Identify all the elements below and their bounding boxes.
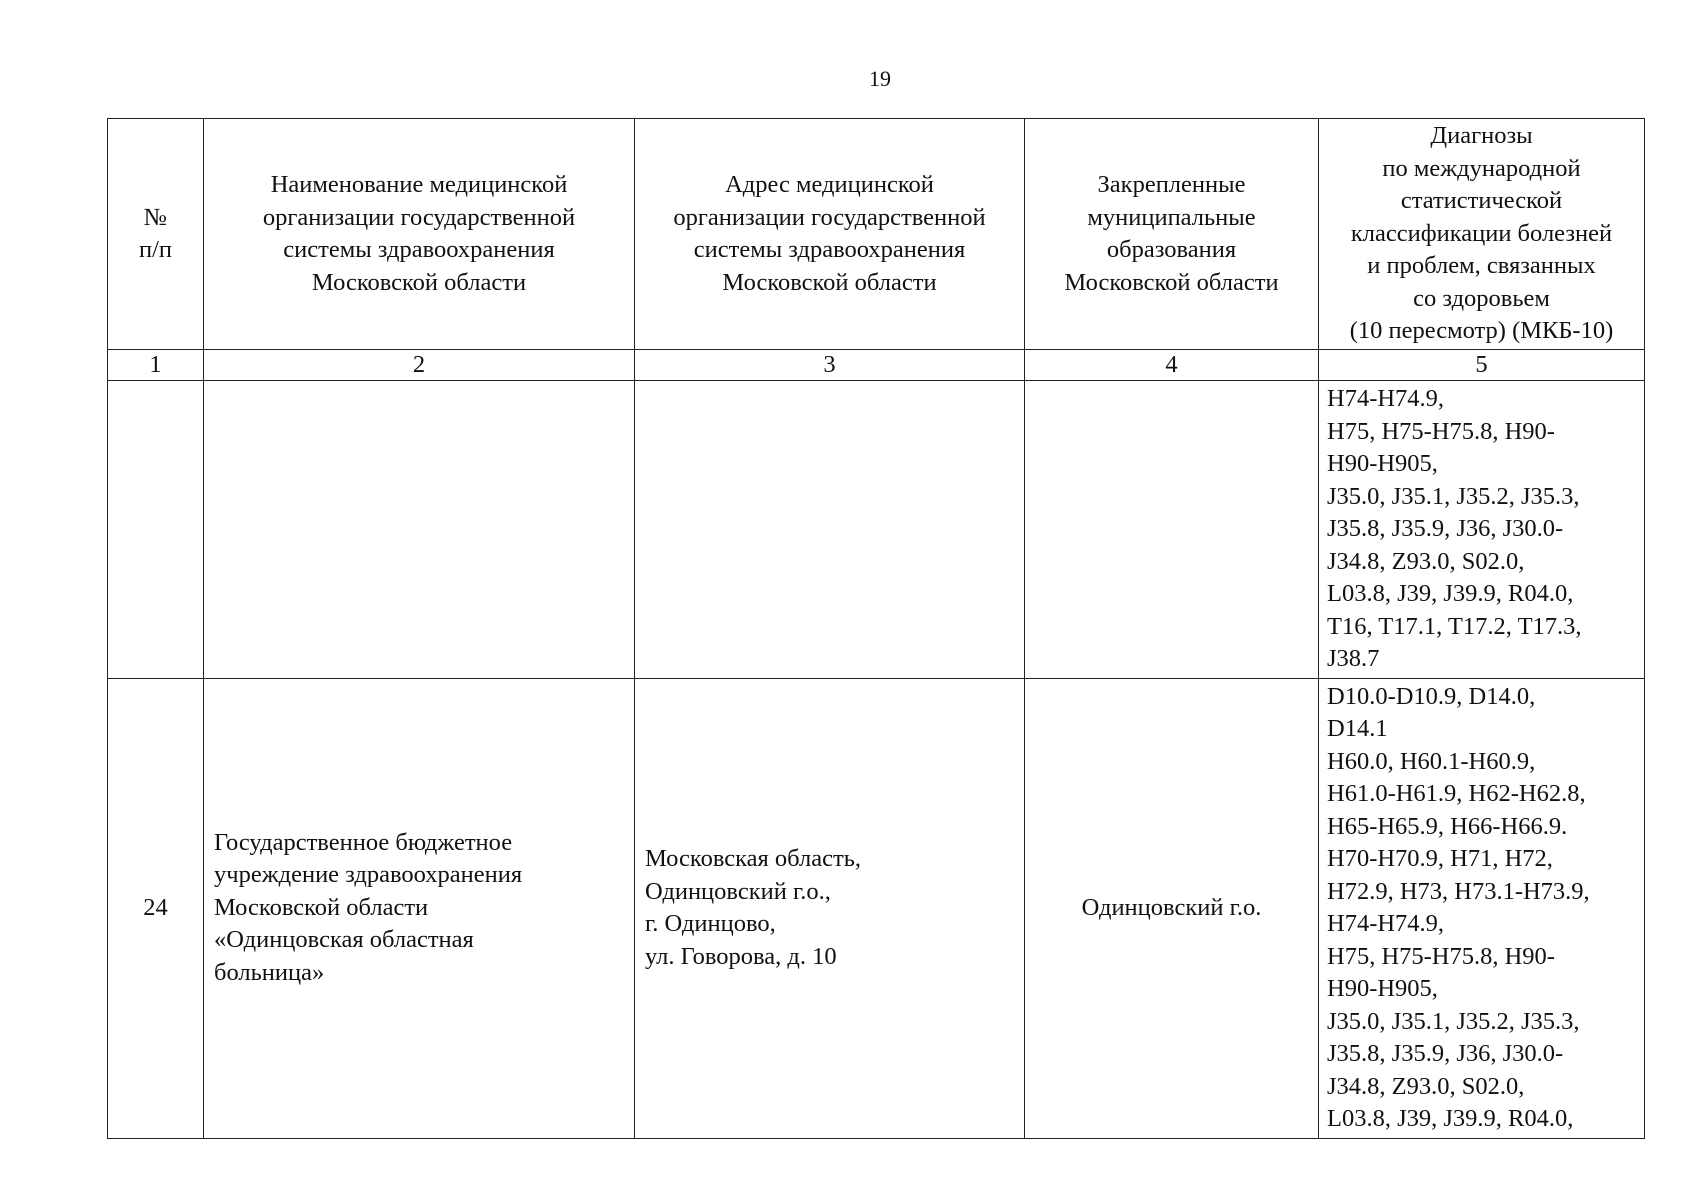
header-diagnoses: Диагнозы по международной статистической классификации болезней и проблем, связанных со здоровьем (10 пересмотр) (МКБ-10)	[1319, 119, 1645, 350]
header-number: № п/п	[108, 119, 204, 350]
column-number: 2	[204, 350, 635, 381]
table-header-row	[108, 119, 1645, 350]
diagnosis-table	[107, 118, 1645, 1139]
header-municipalities: Закрепленные муниципальные образования Московской области	[1025, 119, 1319, 350]
header-organization-address: Адрес медицинской организации государственной системы здравоохранения Московской области	[635, 119, 1025, 350]
column-number-row	[108, 350, 1645, 381]
organization-address	[635, 381, 1025, 679]
organization-name	[204, 381, 635, 679]
table-row	[108, 678, 1645, 1138]
municipality	[1025, 381, 1319, 679]
organization-name: Государственное бюджетное учреждение здравоохранения Московской области «Одинцовская областная больница»	[204, 678, 635, 1138]
page-number: 19	[869, 66, 891, 91]
diagnoses-list: H74-H74.9, H75, H75-H75.8, H90- H90-H905, J35.0, J35.1, J35.2, J35.3, J35.8, J35.9, J36, J30.0- J34.8, Z93.0, S02.0, L03.8, J39, J39.9, R04.0, T16, T17.1, T17.2, T17.3, J38.7	[1319, 381, 1645, 679]
table-row	[108, 381, 1645, 679]
header-organization-name: Наименование медицинской организации государственной системы здравоохранения Московской области	[204, 119, 635, 350]
municipality: Одинцовский г.о.	[1025, 678, 1319, 1138]
diagnoses-list: D10.0-D10.9, D14.0, D14.1 H60.0, H60.1-H60.9, H61.0-H61.9, H62-H62.8, H65-H65.9, H66-H66.9. H70-H70.9, H71, H72, H72.9, H73, H73.1-H73.9, H74-H74.9, H75, H75-H75.8, H90- H90-H905, J35.0, J35.1, J35.2, J35.3, J35.8, J35.9, J36, J30.0- J34.8, Z93.0, S02.0, L03.8, J39, J39.9, R04.0,	[1319, 678, 1645, 1138]
row-number: 24	[108, 678, 204, 1138]
column-number: 4	[1025, 350, 1319, 381]
organization-address: Московская область, Одинцовский г.о., г. Одинцово, ул. Говорова, д. 10	[635, 678, 1025, 1138]
column-number: 3	[635, 350, 1025, 381]
column-number: 1	[108, 350, 204, 381]
row-number	[108, 381, 204, 679]
column-number: 5	[1319, 350, 1645, 381]
